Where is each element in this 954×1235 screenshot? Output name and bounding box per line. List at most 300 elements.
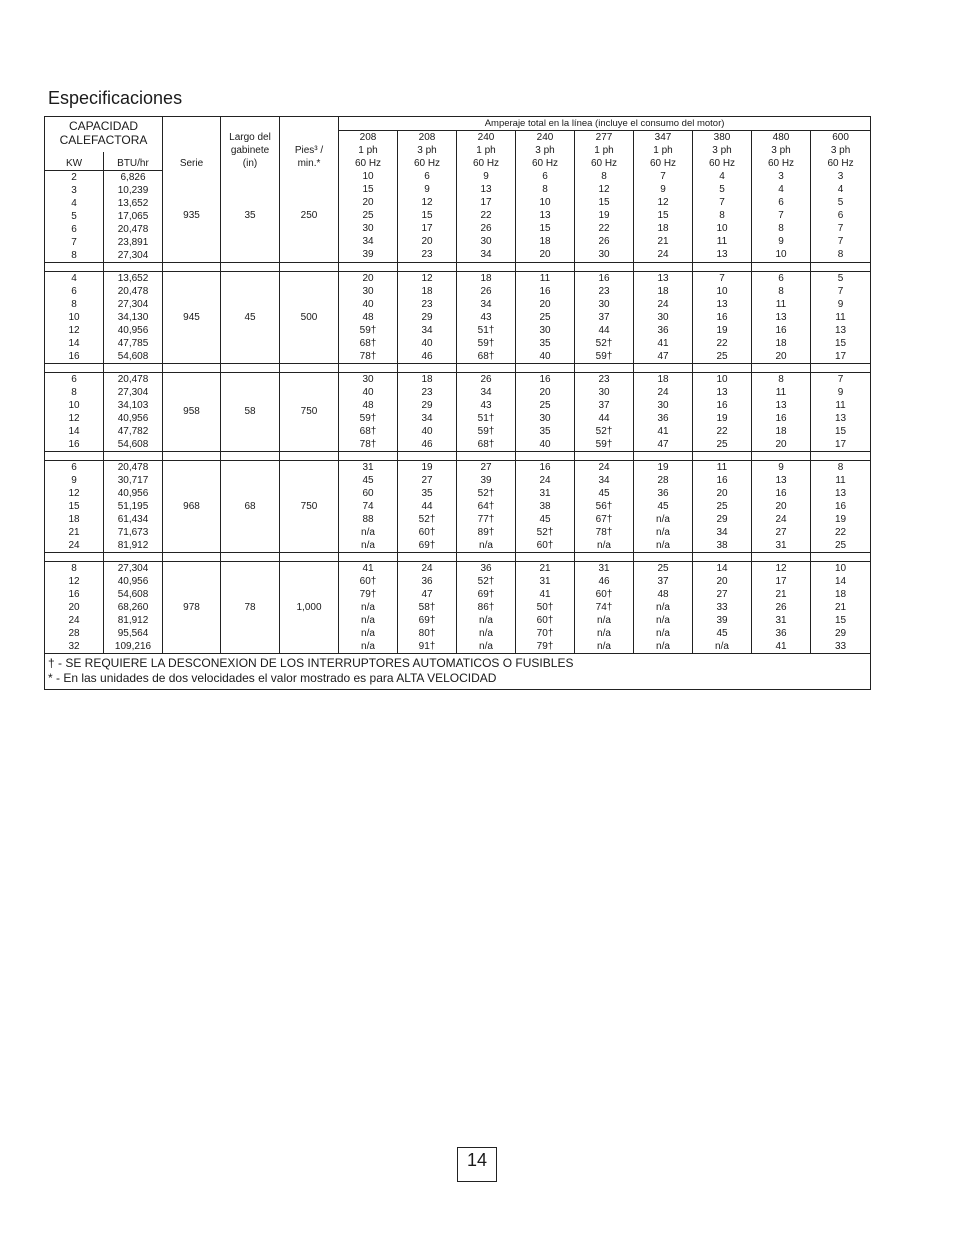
table-cell: n/a (479, 627, 493, 639)
cabinet-header-line3: (in) (242, 158, 258, 169)
table-cell: 12 (68, 412, 80, 424)
table-cell: 36 (657, 324, 669, 336)
table-cell: 36 (775, 627, 787, 639)
table-cell: 25 (539, 311, 551, 323)
separator-cell (398, 552, 457, 561)
table-cell: 8 (719, 210, 725, 221)
voltage-header-ph: 1 ph (476, 145, 496, 156)
table-cell: n/a (361, 640, 375, 652)
value-column (104, 561, 163, 653)
table-cell: 3 (837, 171, 844, 182)
table-cell: 78† (595, 526, 613, 538)
value-column (339, 271, 398, 363)
table-cell: 10,239 (117, 184, 149, 196)
table-cell: 48 (362, 399, 374, 411)
table-cell: 51† (477, 324, 495, 336)
separator-cell (280, 552, 339, 561)
cabinet-cell: 78 (221, 561, 280, 653)
table-cell: 18 (539, 236, 551, 247)
airflow-cell: 750 (280, 460, 339, 552)
voltage-header-v: 240 (477, 132, 495, 143)
page-title: Especificaciones (48, 88, 183, 108)
table-cell: 34 (362, 236, 374, 247)
table-cell: 21 (835, 601, 847, 613)
table-cell: 20 (421, 236, 433, 247)
table-cell: 23 (421, 249, 433, 260)
table-cell: 109,216 (114, 640, 152, 652)
separator-cell (221, 451, 280, 460)
table-cell: 45 (539, 513, 551, 525)
table-cell: 46 (421, 438, 433, 450)
table-cell: 34 (598, 474, 610, 486)
value-column (457, 271, 516, 363)
table-cell: 4 (837, 184, 844, 195)
table-cell: 20,478 (117, 223, 149, 235)
table-cell: 56† (595, 500, 613, 512)
table-cell: n/a (361, 614, 375, 626)
table-cell: 35 (539, 425, 551, 437)
table-cell: 9 (778, 461, 784, 473)
table-cell: 40 (362, 386, 374, 398)
table-row (45, 561, 871, 653)
table-cell: 8 (837, 249, 844, 260)
table-cell: 28 (68, 627, 80, 639)
value-column (457, 372, 516, 451)
table-cell: 11 (716, 461, 728, 473)
separator-cell (163, 363, 221, 372)
table-cell: 36 (421, 575, 433, 587)
value-column (693, 271, 752, 363)
value-column (693, 372, 752, 451)
table-cell: 13 (775, 311, 787, 323)
table-cell: 10 (539, 197, 551, 208)
table-row (45, 460, 871, 552)
table-cell: 45 (598, 487, 610, 499)
value-column (45, 561, 104, 653)
value-column (634, 170, 693, 262)
separator-cell (752, 451, 811, 460)
table-cell: 3 (71, 184, 77, 196)
table-cell: 34 (716, 526, 728, 538)
table-cell: 50† (536, 601, 554, 613)
table-cell: 7 (837, 223, 844, 234)
table-cell: 30,717 (117, 474, 149, 486)
table-cell: 8 (71, 386, 77, 398)
serie-cell: 935 (163, 170, 221, 262)
table-cell: 21 (539, 562, 551, 574)
group-separator (45, 451, 871, 460)
table-cell: 21 (68, 526, 80, 538)
table-cell: 15 (835, 614, 847, 626)
separator-cell (634, 552, 693, 561)
voltage-header (575, 131, 634, 171)
table-cell: 34 (421, 324, 433, 336)
table-cell: 26 (480, 285, 492, 297)
value-column (339, 561, 398, 653)
amperage-caption: Amperaje total en la línea (incluye el consumo del motor) (339, 117, 871, 131)
separator-cell (398, 451, 457, 460)
separator-cell (398, 363, 457, 372)
table-cell: n/a (479, 614, 493, 626)
table-cell: 64† (477, 500, 495, 512)
table-cell: 20,478 (117, 461, 149, 473)
table-cell: 15 (539, 223, 551, 234)
table-cell: 20 (539, 298, 551, 310)
voltage-header-v: 347 (654, 132, 672, 143)
voltage-header-ph: 3 ph (417, 145, 437, 156)
value-column (45, 271, 104, 363)
table-cell: n/a (656, 513, 670, 525)
table-cell: 23 (598, 373, 610, 385)
table-cell: 47,782 (117, 425, 149, 437)
table-cell: 16 (539, 285, 551, 297)
table-cell: 19 (716, 324, 728, 336)
table-cell: 13 (716, 249, 728, 260)
table-cell: 47 (657, 438, 669, 450)
value-column (693, 170, 752, 262)
table-cell: 88 (362, 513, 374, 525)
value-column (104, 170, 163, 262)
table-cell: 11 (835, 399, 846, 411)
table-cell: 47 (421, 588, 433, 600)
table-cell: 3 (778, 171, 784, 182)
table-cell: 39 (480, 474, 492, 486)
table-row (45, 170, 871, 262)
table-cell: 35 (421, 487, 433, 499)
table-cell: 20 (716, 487, 728, 499)
table-cell: n/a (715, 640, 729, 652)
separator-cell (339, 262, 398, 271)
separator-cell (811, 262, 871, 271)
table-cell: 40,956 (117, 575, 149, 587)
table-cell: 52† (595, 425, 613, 437)
table-cell: 10 (362, 171, 374, 182)
table-cell: 21 (775, 588, 787, 600)
table-cell: 33 (716, 601, 728, 613)
value-column (752, 271, 811, 363)
table-cell: 59† (595, 350, 613, 362)
voltage-header-ph: 1 ph (653, 145, 673, 156)
table-cell: 31 (775, 539, 787, 551)
value-column (752, 561, 811, 653)
table-cell: 16 (775, 412, 787, 424)
table-cell: 44 (421, 500, 433, 512)
table-cell: 18 (657, 373, 669, 385)
table-cell: 13 (835, 412, 847, 424)
table-cell: 81,912 (117, 614, 149, 626)
separator-cell (221, 262, 280, 271)
separator-cell (339, 363, 398, 372)
value-column (752, 170, 811, 262)
table-cell: n/a (597, 640, 611, 652)
value-column (339, 460, 398, 552)
value-column (752, 460, 811, 552)
table-cell: 12 (421, 272, 433, 284)
table-cell: 59† (477, 337, 495, 349)
separator-cell (280, 363, 339, 372)
table-cell: 40,956 (117, 324, 149, 336)
table-cell: 11 (539, 272, 551, 284)
table-cell: 52† (477, 487, 495, 499)
voltage-header-v: 240 (536, 132, 554, 143)
table-cell: 30 (362, 285, 374, 297)
table-cell: 59† (359, 324, 377, 336)
value-column (516, 561, 575, 653)
separator-cell (45, 451, 104, 460)
table-cell: 40 (362, 298, 374, 310)
table-cell: 8 (778, 285, 784, 297)
table-cell: 36 (657, 412, 669, 424)
table-cell: 12 (68, 487, 80, 499)
voltage-header-v: 208 (359, 132, 377, 143)
table-cell: 17,065 (117, 210, 149, 222)
table-cell: 6 (542, 171, 548, 182)
separator-cell (752, 262, 811, 271)
separator-cell (280, 451, 339, 460)
table-cell: 18 (480, 272, 492, 284)
table-cell: 40 (539, 350, 551, 362)
separator-cell (516, 451, 575, 460)
separator-cell (575, 552, 634, 561)
separator-cell (693, 363, 752, 372)
table-cell: 31 (598, 562, 610, 574)
voltage-header (516, 131, 575, 171)
table-cell: 6,826 (120, 171, 146, 183)
airflow-cell: 750 (280, 372, 339, 451)
table-cell: 34 (480, 298, 492, 310)
voltage-header-ph: 1 ph (358, 145, 378, 156)
table-cell: n/a (361, 526, 375, 538)
table-cell: 14 (68, 337, 80, 349)
table-cell: 61,434 (117, 513, 149, 525)
table-cell: 69† (477, 588, 495, 600)
value-column (811, 561, 871, 653)
table-cell: n/a (656, 601, 670, 613)
table-cell: 7 (719, 272, 725, 284)
table-cell: 20 (362, 197, 374, 208)
table-cell: 8 (71, 562, 77, 574)
separator-cell (693, 552, 752, 561)
separator-cell (575, 451, 634, 460)
table-cell: 7 (778, 210, 784, 221)
table-cell: 26 (598, 236, 610, 247)
table-cell: 13 (480, 184, 492, 195)
voltage-header (398, 131, 457, 171)
table-cell: 52† (536, 526, 554, 538)
value-column (398, 561, 457, 653)
capacity-label: CAPACIDAD (68, 119, 139, 133)
separator-cell (339, 552, 398, 561)
table-cell: 60† (359, 575, 377, 587)
table-cell: 20 (68, 601, 80, 613)
table-cell: 52† (595, 337, 613, 349)
value-column (45, 372, 104, 451)
table-cell: 9 (71, 474, 77, 486)
voltage-header-hz: 60 Hz (354, 158, 382, 169)
table-cell: 30 (657, 311, 669, 323)
table-cell: 44 (598, 412, 610, 424)
value-column (693, 460, 752, 552)
table-cell: 46 (421, 350, 433, 362)
table-cell: n/a (656, 640, 670, 652)
value-column (811, 271, 871, 363)
table-cell: 40 (421, 337, 433, 349)
table-cell: 16 (716, 399, 728, 411)
table-cell: 40 (539, 438, 551, 450)
table-cell: 13 (775, 474, 787, 486)
table-cell: 26 (480, 223, 492, 234)
table-cell: 51† (477, 412, 495, 424)
table-cell: 40 (421, 425, 433, 437)
table-cell: 17 (421, 223, 433, 234)
table-cell: 20 (362, 272, 374, 284)
table-cell: 24 (657, 249, 669, 260)
value-column (457, 170, 516, 262)
separator-cell (634, 451, 693, 460)
capacity-label-2: CALEFACTORA (59, 133, 148, 147)
table-row (45, 372, 871, 451)
table-cell: 16 (68, 588, 80, 600)
separator-cell (45, 262, 104, 271)
table-cell: 74 (362, 500, 374, 512)
separator-cell (221, 363, 280, 372)
table-cell: 18 (775, 425, 787, 437)
table-cell: 71,673 (117, 526, 149, 538)
value-column (811, 170, 871, 262)
table-cell: 17 (480, 197, 492, 208)
table-cell: 11 (775, 386, 787, 398)
table-cell: 78† (359, 438, 377, 450)
table-cell: 54,608 (117, 438, 149, 450)
table-cell: 41 (362, 562, 374, 574)
table-cell: 52† (418, 513, 436, 525)
voltage-header-v: 380 (713, 132, 731, 143)
table-cell: 15 (835, 425, 847, 437)
serie-cell: 945 (163, 271, 221, 363)
table-cell: 8 (601, 171, 607, 182)
table-cell: 10 (835, 562, 847, 574)
separator-cell (163, 552, 221, 561)
table-cell: 9 (660, 184, 666, 195)
table-cell: 39 (716, 614, 728, 626)
table-cell: n/a (361, 539, 375, 551)
table-cell: 11 (775, 298, 787, 310)
table-cell: 81,912 (117, 539, 149, 551)
separator-cell (104, 552, 163, 561)
table-cell: 14 (68, 425, 80, 437)
table-cell: 52† (477, 575, 495, 587)
table-cell: 8 (71, 298, 77, 310)
value-column (634, 372, 693, 451)
group-separator (45, 363, 871, 372)
table-cell: 21 (657, 236, 669, 247)
table-cell: 24 (539, 474, 551, 486)
separator-cell (752, 363, 811, 372)
table-cell: 15 (68, 500, 80, 512)
table-cell: 13 (716, 298, 728, 310)
voltage-header (339, 131, 398, 171)
table-cell: 24 (68, 539, 80, 551)
value-column (575, 170, 634, 262)
cabinet-cell: 58 (221, 372, 280, 451)
table-cell: 15 (421, 210, 433, 221)
table-cell: 17 (835, 350, 847, 362)
voltage-header (634, 131, 693, 171)
voltage-header-v: 600 (832, 132, 849, 143)
voltage-header-hz: 60 Hz (827, 158, 854, 169)
value-column (575, 460, 634, 552)
btu-header: BTU/hr (104, 152, 163, 170)
table-cell: 10 (775, 249, 787, 260)
footnote: * - En las unidades de dos velocidades el valor mostrado es para ALTA VELOCIDAD (48, 670, 497, 685)
table-cell: 9 (483, 171, 489, 182)
table-cell: 24 (775, 513, 787, 525)
table-cell: 70† (536, 627, 554, 639)
table-cell: 16 (775, 487, 787, 499)
voltage-header-v: 208 (418, 132, 436, 143)
table-cell: 29 (716, 513, 728, 525)
table-cell: 22 (716, 337, 728, 349)
table-cell: 5 (837, 272, 844, 284)
table-cell: 9 (424, 184, 430, 195)
table-cell: 68† (359, 425, 377, 437)
table-cell: 24 (598, 461, 610, 473)
table-cell: 59† (595, 438, 613, 450)
table-cell: 45 (716, 627, 728, 639)
page-number: 14 (457, 1147, 497, 1182)
specifications-table (44, 116, 871, 690)
table-cell: 13 (539, 210, 551, 221)
table-cell: 32 (68, 640, 80, 652)
table-cell: 43 (480, 311, 492, 323)
table-cell: 4 (71, 272, 77, 284)
table-cell: 6 (71, 461, 77, 473)
table-cell: 68,260 (117, 601, 149, 613)
table-cell: 48 (362, 311, 374, 323)
value-column (398, 170, 457, 262)
table-cell: 11 (716, 236, 728, 247)
table-cell: n/a (656, 539, 670, 551)
table-cell: 41 (657, 425, 669, 437)
table-cell: 25 (539, 399, 551, 411)
table-cell: 15 (598, 197, 610, 208)
table-cell: 43 (480, 399, 492, 411)
table-cell: 37 (657, 575, 669, 587)
table-cell: 74† (595, 601, 613, 613)
table-cell: 15 (362, 184, 374, 195)
voltage-header-ph: 3 ph (535, 145, 555, 156)
table-cell: 29 (421, 399, 433, 411)
table-cell: 5 (719, 184, 725, 195)
separator-cell (457, 363, 516, 372)
value-column (634, 460, 693, 552)
separator-cell (516, 552, 575, 561)
table-cell: 4 (719, 171, 725, 182)
table-cell: 4 (778, 184, 784, 195)
value-column (45, 460, 104, 552)
voltage-header (752, 131, 811, 171)
value-column (457, 561, 516, 653)
value-column (104, 372, 163, 451)
table-cell: 25 (716, 438, 728, 450)
table-cell: 18 (657, 285, 669, 297)
table-cell: 24 (421, 562, 433, 574)
separator-cell (45, 363, 104, 372)
table-cell: 18 (775, 337, 787, 349)
table-cell: 6 (837, 210, 844, 221)
separator-cell (811, 451, 871, 460)
table-cell: 25 (716, 350, 728, 362)
